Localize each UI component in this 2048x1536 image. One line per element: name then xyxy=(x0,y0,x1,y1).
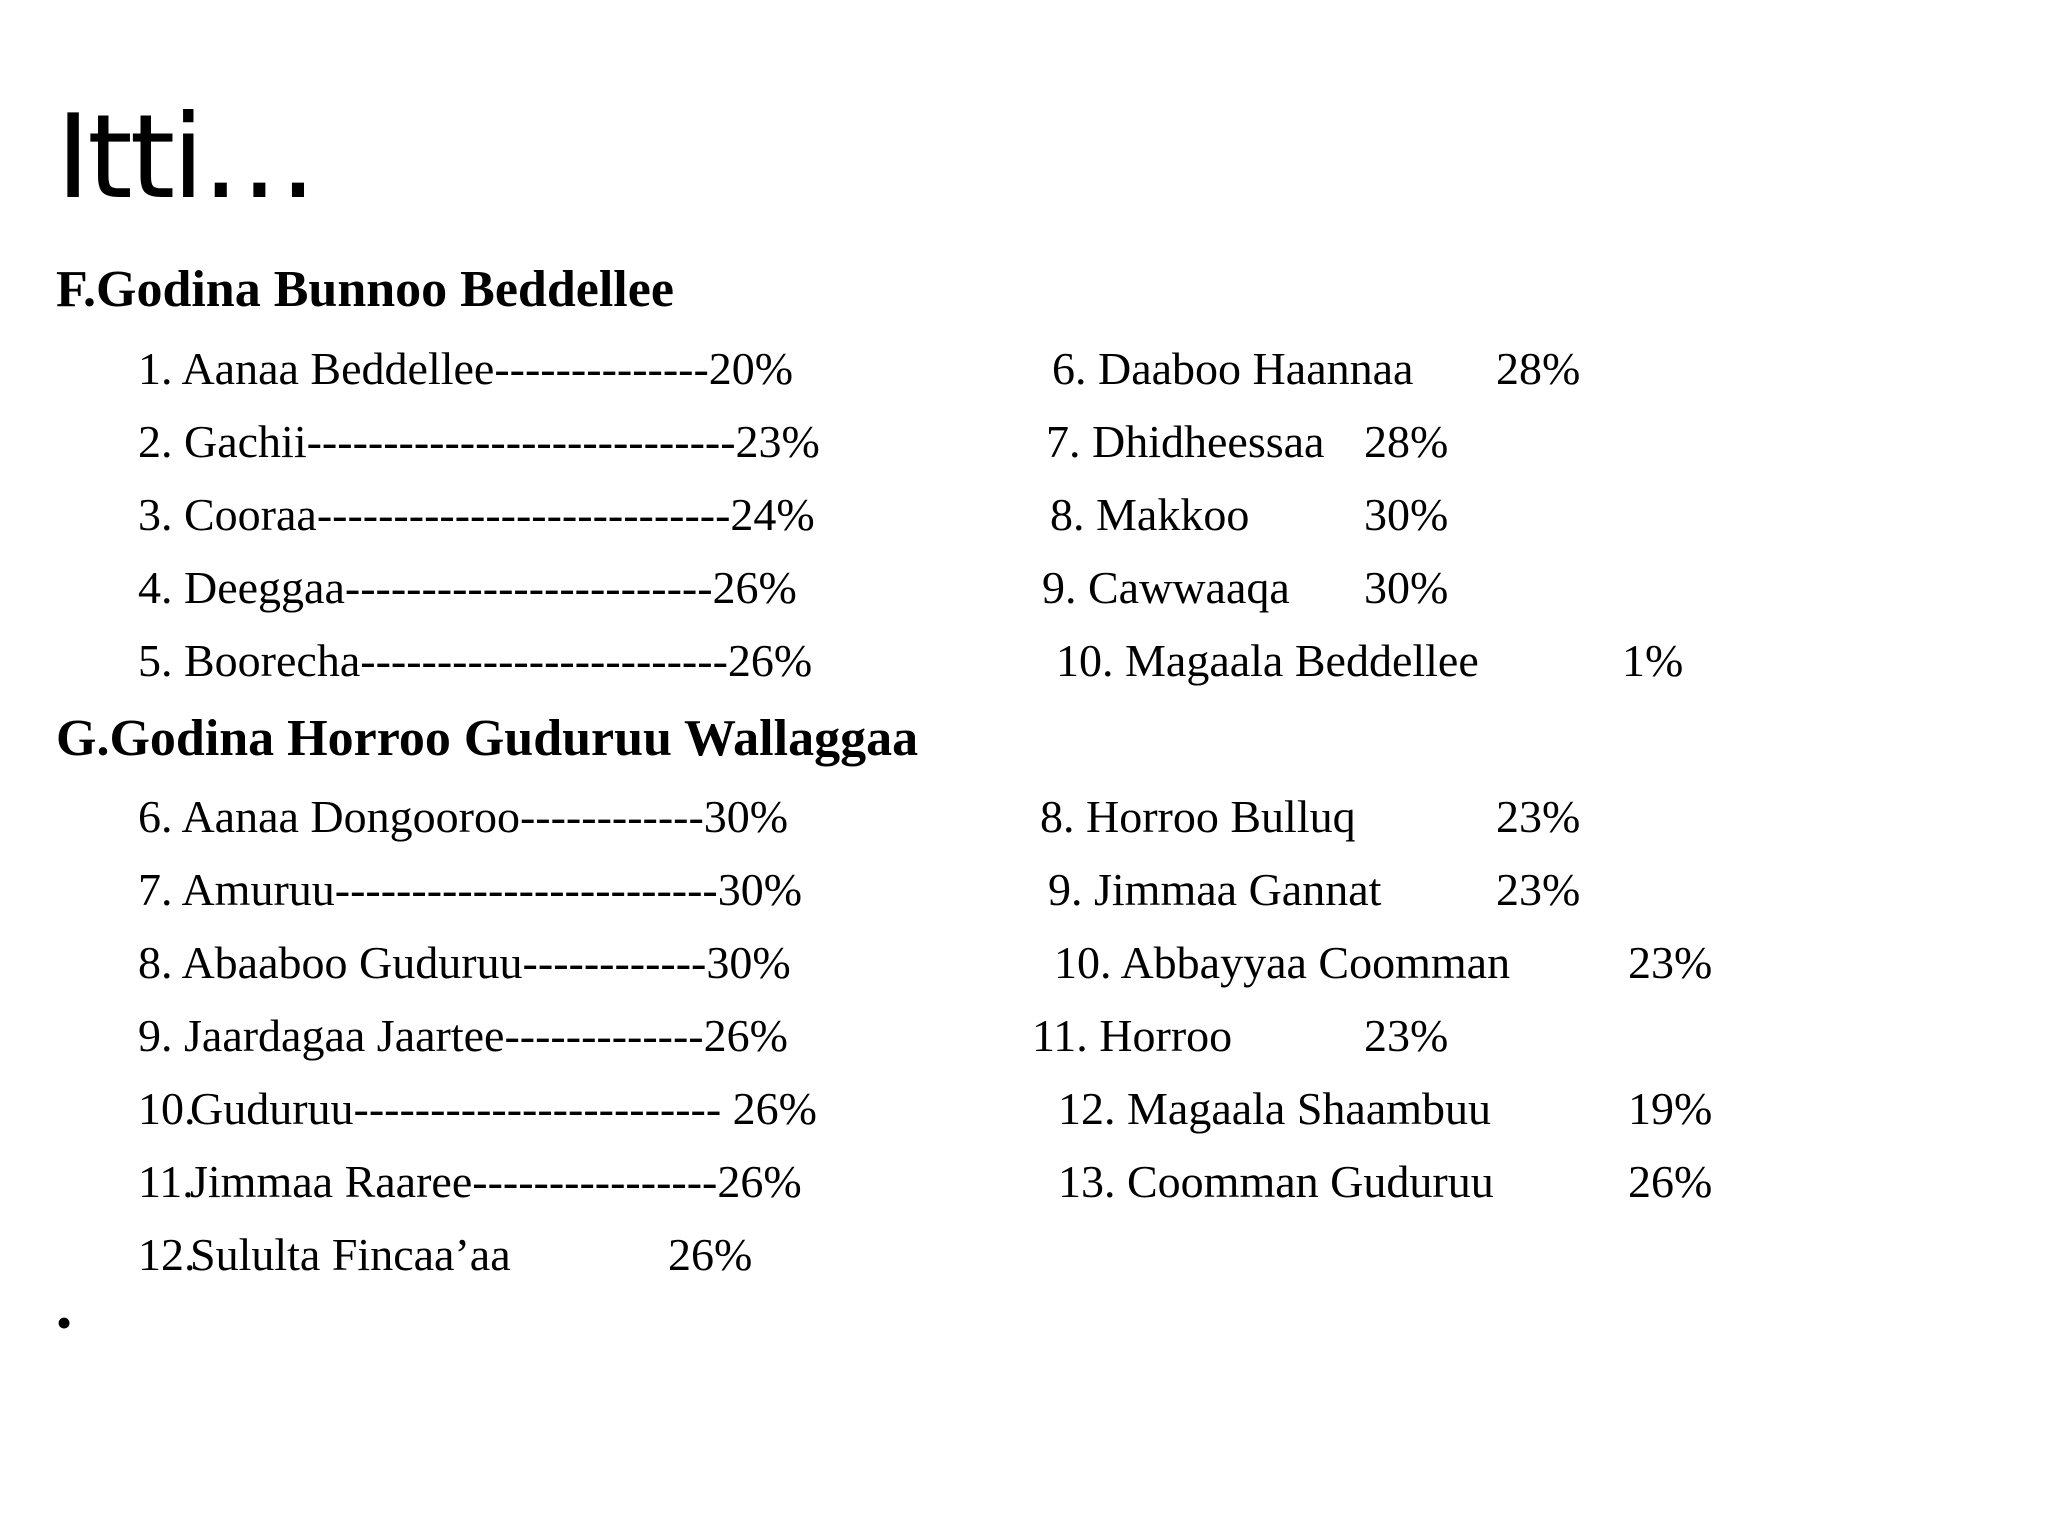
list-item-name: 11. Horroo xyxy=(1032,1010,1233,1061)
list-item-percent: 26% xyxy=(668,1229,753,1280)
list-item-name: 10. Abbayyaa Coomman xyxy=(1054,937,1511,988)
list-item-percent: 19% xyxy=(1628,1083,1713,1134)
list-item-percent: 1% xyxy=(1622,635,1684,686)
list-item-name: 9. Cawwaaqa xyxy=(1042,562,1290,613)
list-item-text: 7. Amuruu-------------------------30% xyxy=(138,864,803,915)
list-item-text: 6. Aanaa Dongooroo------------30% xyxy=(138,791,789,842)
list-item-name: 13. Coomman Guduruu xyxy=(1058,1156,1494,1207)
list-item-text: 4. Deeggaa------------------------26% xyxy=(138,562,797,613)
list-item-text: Jimmaa Raaree----------------26% xyxy=(190,1156,802,1207)
list-item-text: Guduruu------------------------ 26% xyxy=(190,1083,817,1134)
list-item-text: 8. Abaaboo Guduruu------------30% xyxy=(138,937,791,988)
list-item-number: 12. xyxy=(138,1229,196,1280)
list-item-percent: 23% xyxy=(1496,864,1581,915)
list-item-percent: 23% xyxy=(1364,1010,1449,1061)
list-item-name: 8. Makkoo xyxy=(1050,489,1250,540)
list-item-name: 7. Dhidheessaa xyxy=(1046,416,1325,467)
list-item-text: 5. Boorecha------------------------26% xyxy=(138,635,813,686)
list-item-number: 11. xyxy=(138,1156,194,1207)
list-item-name: 10. Magaala Beddellee xyxy=(1056,635,1479,686)
list-item-text: 9. Jaardagaa Jaartee-------------26% xyxy=(138,1010,788,1061)
slide-title: Itti… xyxy=(56,90,315,225)
list-item-name: 12. Magaala Shaambuu xyxy=(1058,1083,1492,1134)
empty-bullet: • xyxy=(56,1297,73,1348)
list-item-percent: 28% xyxy=(1496,343,1581,394)
section-heading-f: F.Godina Bunnoo Beddellee xyxy=(56,261,674,318)
list-item-name: 8. Horroo Bulluq xyxy=(1040,791,1356,842)
list-item-percent: 30% xyxy=(1364,562,1449,613)
list-item-number: 10. xyxy=(138,1083,196,1134)
section-heading-g: G.Godina Horroo Guduruu Wallaggaa xyxy=(56,710,919,767)
list-item-name: 6. Daaboo Haannaa xyxy=(1052,343,1414,394)
list-item-text: 2. Gachii----------------------------23% xyxy=(138,416,820,467)
list-item-name: 9. Jimmaa Gannat xyxy=(1048,864,1382,915)
list-item-text: 1. Aanaa Beddellee--------------20% xyxy=(138,343,794,394)
list-item-percent: 28% xyxy=(1364,416,1449,467)
list-item-text: Sululta Fincaa’aa xyxy=(190,1229,511,1280)
list-item-percent: 23% xyxy=(1628,937,1713,988)
list-item-percent: 30% xyxy=(1364,489,1449,540)
list-item-text: 3. Cooraa---------------------------24% xyxy=(138,489,815,540)
list-item-percent: 26% xyxy=(1628,1156,1713,1207)
list-item-percent: 23% xyxy=(1496,791,1581,842)
